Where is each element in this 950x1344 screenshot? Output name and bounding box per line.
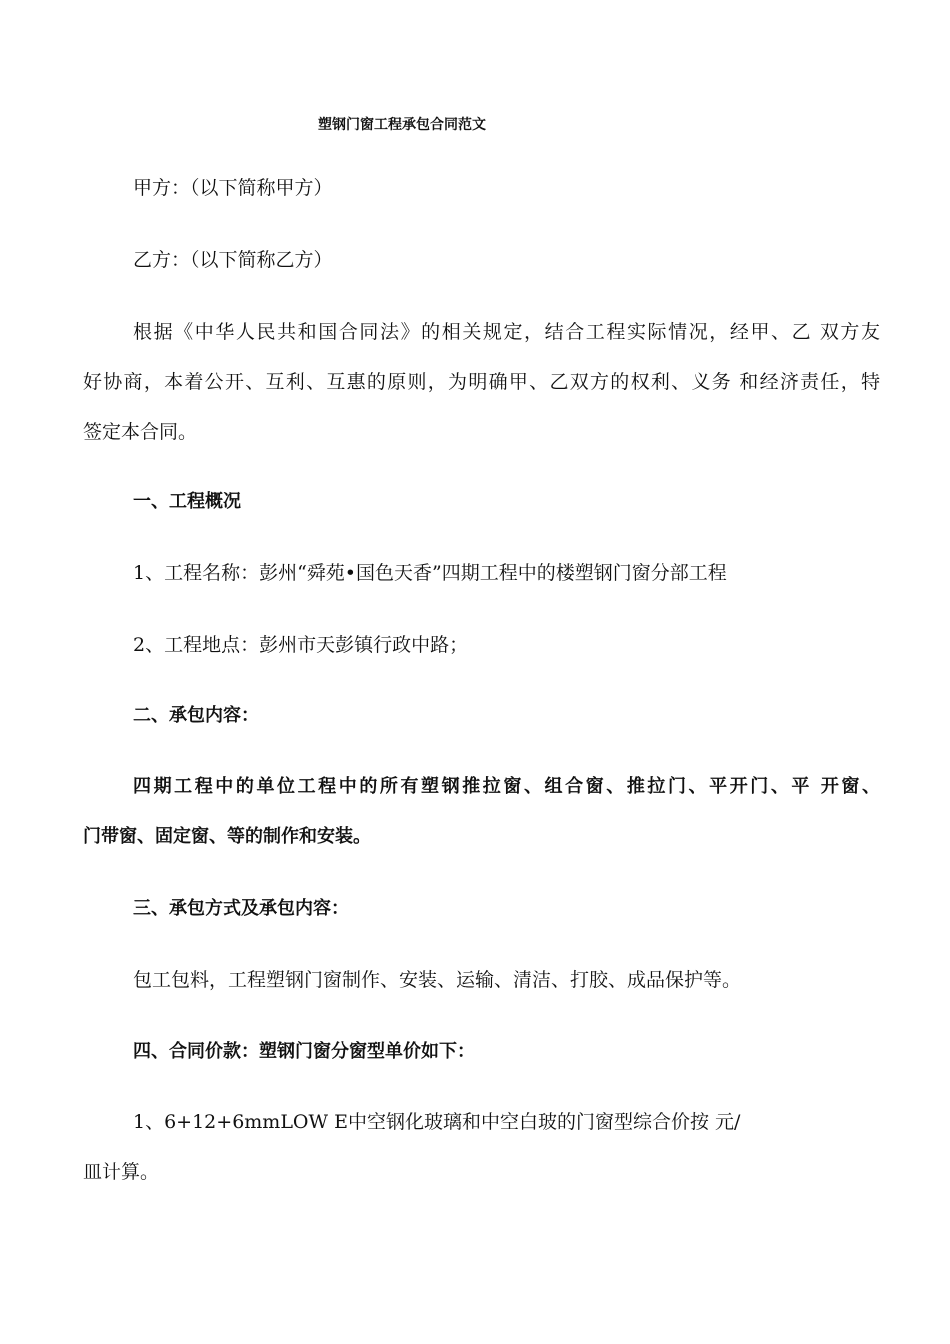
intro-line-1: 根据《中华人民共和国合同法》的相关规定，结合工程实际情况，经甲、乙 双方友 (133, 321, 880, 343)
document-title: 塑钢门窗工程承包合同范文 (318, 117, 486, 133)
section-1-item-1: 1、工程名称：彭州“舜苑•国色天香”四期工程中的楼塑钢门窗分部工程 (133, 562, 727, 584)
section-4-item-1-line-2: 皿计算。 (83, 1161, 160, 1183)
section-4-item-1-line-1: 1、6+12+6mmLOW E中空钢化玻璃和中空白玻的门窗型综合价按 元/ (133, 1111, 741, 1133)
section-2-line-2: 门带窗、固定窗、等的制作和安装。 (83, 826, 371, 847)
intro-line-2: 好协商，本着公开、互利、互惠的原则，为明确甲、乙双方的权利、义务 和经济责任，特 (83, 371, 880, 393)
party-a-line: 甲方：（以下简称甲方） (133, 177, 333, 199)
section-4-heading: 四、合同价款：塑钢门窗分窗型单价如下： (133, 1041, 475, 1062)
section-3-content: 包工包料，工程塑钢门窗制作、安装、运输、清洁、打胶、成品保护等。 (133, 969, 742, 991)
section-1-item-2: 2、工程地点：彭州市天彭镇行政中路； (133, 634, 469, 656)
section-2-heading: 二、承包内容： (133, 705, 259, 726)
section-3-heading: 三、承包方式及承包内容： (133, 898, 349, 919)
section-1-heading: 一、工程概况 (133, 491, 241, 512)
section-2-line-1: 四期工程中的单位工程中的所有塑钢推拉窗、组合窗、推拉门、平开门、平 开窗、 (133, 776, 880, 797)
party-b-line: 乙方：（以下简称乙方） (133, 249, 333, 271)
intro-line-3: 签定本合同。 (83, 421, 198, 443)
